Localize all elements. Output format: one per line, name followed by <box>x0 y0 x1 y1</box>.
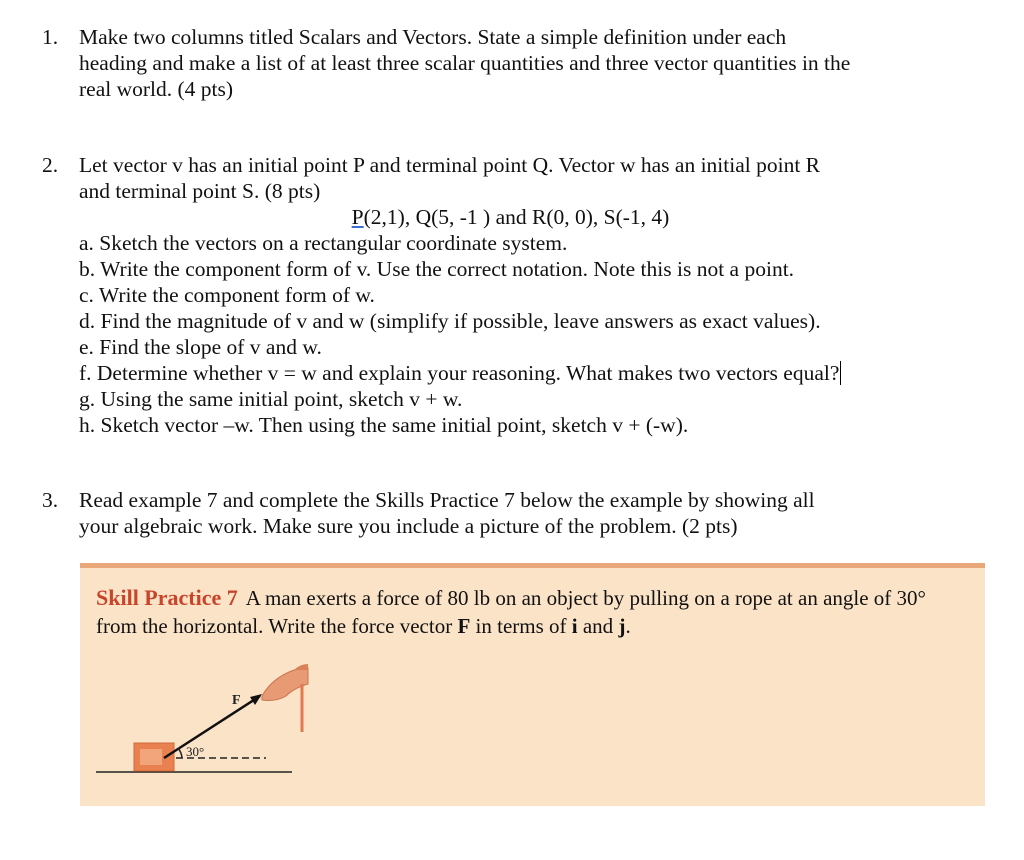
q2-part-a: a. Sketch the vectors on a rectangular coordinate system. <box>79 231 568 255</box>
q1-line-3: real world. (4 pts) <box>79 77 234 101</box>
force-label: F <box>232 693 241 708</box>
question-3 <box>42 487 942 539</box>
skill-text-line-1: A man exerts a force of 80 lb on an object by pulling on a rope at an angle of 30° <box>245 586 926 610</box>
point-p-label: P <box>351 205 364 229</box>
skill-practice-text <box>96 584 976 640</box>
q2-part-c: c. Write the component form of w. <box>79 283 375 307</box>
q2-part-f <box>79 360 942 386</box>
q2-part-h: h. Sketch vector –w. Then using the same initial point, sketch v + (-w). <box>79 413 689 437</box>
skill-text-end: . <box>625 614 631 638</box>
q3-line-1: Read example 7 and complete the Skills Practice 7 below the example by showing all <box>79 488 815 512</box>
force-arrowhead <box>250 694 262 705</box>
skill-text-and: and <box>577 614 619 638</box>
q2-line-2: and terminal point S. (8 pts) <box>79 179 321 203</box>
points-text: (2,1), Q(5, -1 ) and R(0, 0), S(-1, 4) <box>363 205 670 229</box>
q1-line-2: heading and make a list of at least three scalar quantities and three vector quantities in the <box>79 51 851 75</box>
question-2 <box>42 152 942 438</box>
skill-text-line-2: from the horizontal. Write the force vector <box>96 614 458 638</box>
skill-text-in-terms: in terms of <box>470 614 572 638</box>
q3-line-2: your algebraic work. Make sure you include a picture of the problem. (2 pts) <box>79 514 738 538</box>
question-number: 1. <box>42 25 59 49</box>
question-number: 2. <box>42 153 59 177</box>
q2-part-e: e. Find the slope of v and w. <box>79 335 322 359</box>
unit-vector-j: j <box>618 614 626 638</box>
question-1 <box>42 24 942 102</box>
object-box-highlight <box>140 749 162 765</box>
question-number: 3. <box>42 488 59 512</box>
force-symbol: F <box>457 614 471 638</box>
q2-points <box>79 204 942 230</box>
angle-label: 30° <box>186 744 205 759</box>
skill-practice-box <box>80 563 985 806</box>
q2-part-d: d. Find the magnitude of v and w (simplify if possible, leave answers as exact values). <box>79 309 821 333</box>
force-diagram <box>94 660 324 780</box>
q2-part-b: b. Write the component form of v. Use the correct notation. Note this is not a point. <box>79 257 795 281</box>
hand-fingers-icon <box>294 664 308 670</box>
q2-part-f-text: f. Determine whether v = w and explain your reasoning. What makes two vectors equal? <box>79 361 840 385</box>
angle-arc <box>178 748 182 758</box>
q2-part-g: g. Using the same initial point, sketch v + w. <box>79 387 463 411</box>
unit-vector-i: i <box>571 614 578 638</box>
skill-practice-title: Skill Practice 7 <box>96 585 238 610</box>
q2-line-1: Let vector v has an initial point P and terminal point Q. Vector w has an initial point R <box>79 153 821 177</box>
text-cursor <box>840 361 841 385</box>
q1-line-1: Make two columns titled Scalars and Vectors. State a simple definition under each <box>79 25 787 49</box>
